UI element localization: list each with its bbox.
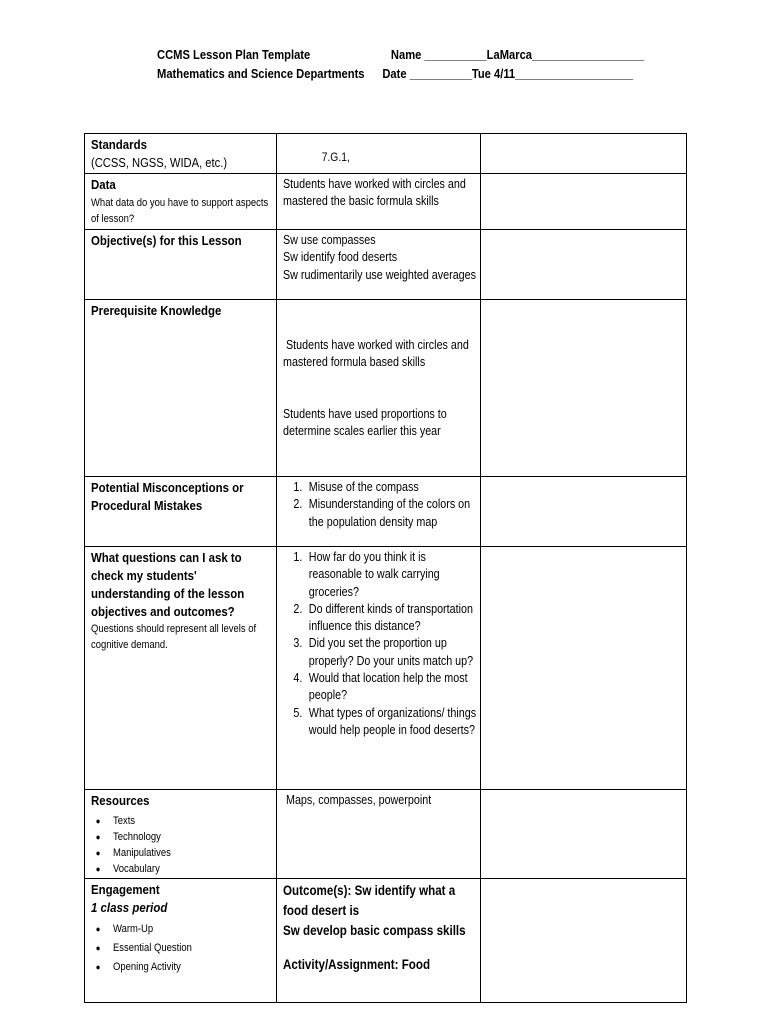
questions-label: What questions can I ask to check my students' understanding of the lesson objectives and outcomes?: [91, 549, 245, 619]
objectives-notes-cell: [481, 230, 687, 300]
name-field: Name __________LaMarca__________________: [390, 47, 644, 62]
standards-notes-cell: [481, 134, 687, 174]
standards-value-cell: [277, 134, 481, 174]
table-row-standards: [85, 134, 687, 174]
list-item: ● Technology: [113, 829, 276, 845]
data-label-cell: [85, 174, 277, 230]
outcome-line: Outcome(s): Sw identify what a food desert is: [283, 882, 456, 918]
questions-label-cell: [85, 546, 277, 789]
engagement-period: 1 class period: [91, 899, 168, 915]
list-item: ● Texts: [113, 813, 276, 829]
list-item: 2. Misunderstanding of the colors on the population density map: [305, 496, 480, 531]
list-item: 1. How far do you think it is reasonable to walk carrying groceries?: [305, 549, 480, 601]
list-item: ● Opening Activity: [113, 958, 276, 977]
objectives-value-cell: [277, 230, 481, 300]
objective-line: Sw rudimentarily use weighted averages: [283, 267, 477, 282]
engagement-label-cell: [85, 878, 277, 1002]
resources-label-cell: [85, 789, 277, 878]
list-item: ● Essential Question: [113, 939, 276, 958]
activity-line: Activity/Assignment: Food: [283, 956, 431, 972]
template-title: CCMS Lesson Plan Template: [157, 47, 311, 62]
resources-value: Maps, compasses, powerpoint: [283, 792, 432, 807]
data-sub: What data do you have to support aspects of lesson?: [91, 197, 269, 225]
prereq-value-cell: [277, 300, 481, 477]
data-value-cell: [277, 174, 481, 230]
misconceptions-label-cell: [85, 476, 277, 546]
lesson-plan-table: [84, 133, 687, 1003]
list-item: 5. What types of organizations/ things would help people in food deserts?: [305, 705, 480, 740]
table-row-engagement: [85, 878, 687, 1002]
standards-label: Standards: [91, 137, 147, 152]
prereq-label: Prerequisite Knowledge: [91, 303, 222, 318]
data-notes-cell: [481, 174, 687, 230]
misconceptions-value-cell: [277, 476, 481, 546]
engagement-value-cell: [277, 878, 481, 1002]
objective-line: Sw identify food deserts: [283, 250, 398, 265]
questions-notes-cell: [481, 546, 687, 789]
standards-sub: (CCSS, NGSS, WIDA, etc.): [91, 155, 228, 170]
table-row-prerequisite: [85, 300, 687, 477]
engagement-outcomes: [283, 881, 481, 975]
prereq-label-cell: [85, 300, 277, 477]
prereq-notes-cell: [481, 300, 687, 477]
list-item: 1. Misuse of the compass: [305, 479, 480, 496]
resources-label: Resources: [91, 792, 150, 808]
table-row-resources: [85, 789, 687, 878]
questions-sub: Questions should represent all levels of cognitive demand.: [91, 622, 257, 651]
resources-bullets: [91, 813, 270, 877]
objectives-label-cell: [85, 230, 277, 300]
questions-list: [283, 549, 481, 739]
standards-label-cell: [85, 134, 277, 174]
departments-title: Mathematics and Science Departments: [157, 66, 365, 81]
data-label: Data: [91, 177, 116, 192]
objectives-list: [283, 232, 481, 284]
questions-value-cell: [277, 546, 481, 789]
table-row-questions: [85, 546, 687, 789]
prereq-list: [283, 302, 481, 475]
engagement-label: Engagement: [91, 881, 160, 897]
prereq-line: Students have used proportions to determine scales earlier this year: [283, 406, 450, 439]
engagement-bullets: [91, 920, 270, 977]
misconceptions-notes-cell: [481, 476, 687, 546]
date-field: Date __________Tue 4/11___________________: [382, 66, 634, 81]
resources-notes-cell: [481, 789, 687, 878]
objective-line: Sw use compasses: [283, 233, 376, 247]
list-item: ● Manipulatives: [113, 845, 276, 861]
prereq-line: Students have worked with circles and mastered formula based skills: [283, 337, 472, 369]
table-row-misconceptions: [85, 476, 687, 546]
outcome-line: Sw develop basic compass skills: [283, 922, 466, 938]
list-item: 2. Do different kinds of transportation influence this distance?: [305, 601, 480, 636]
document-header: [157, 45, 644, 83]
data-value: Students have worked with circles and mastered the basic formula skills: [283, 177, 466, 209]
list-item: ● Warm-Up: [113, 920, 276, 939]
table-row-data: [85, 174, 687, 230]
misconceptions-list: [283, 479, 481, 531]
resources-value-cell: [277, 789, 481, 878]
standards-value: 7.G.1,: [321, 150, 350, 164]
table-row-objectives: [85, 230, 687, 300]
misconceptions-label: Potential Misconceptions or Procedural Mistakes: [91, 479, 244, 513]
list-item: 4. Would that location help the most people?: [305, 670, 480, 705]
list-item: ● Vocabulary: [113, 861, 276, 877]
engagement-notes-cell: [481, 878, 687, 1002]
objectives-label: Objective(s) for this Lesson: [91, 233, 242, 248]
list-item: 3. Did you set the proportion up properly? Do your units match up?: [305, 635, 480, 670]
